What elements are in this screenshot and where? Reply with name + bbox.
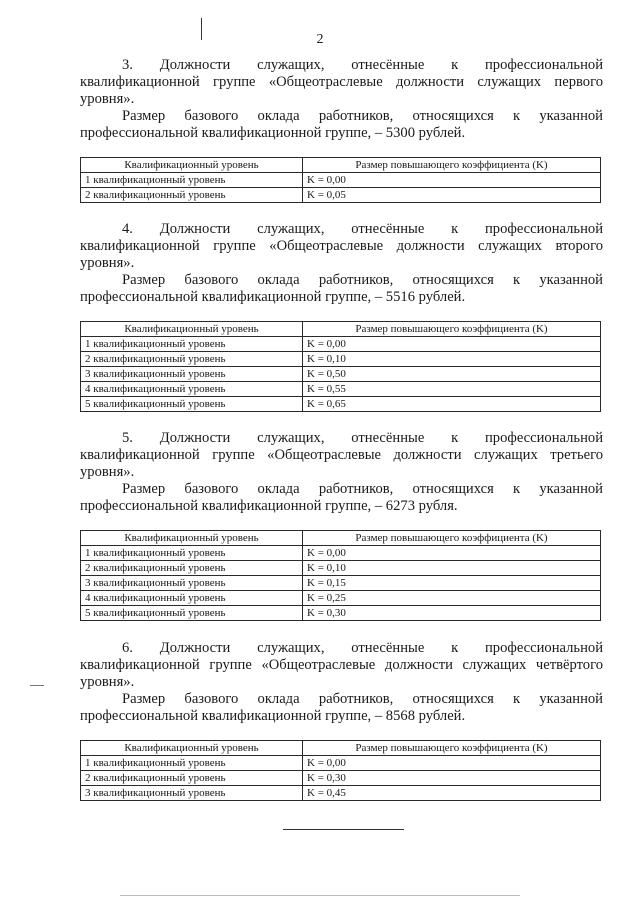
table-row xyxy=(81,188,601,203)
table-section-5 xyxy=(80,530,603,621)
coefficient-table xyxy=(80,321,601,412)
table-row xyxy=(81,591,601,606)
table-row xyxy=(81,382,601,397)
section-salary: Размер базового оклада работников, относящихся к указанной профессиональной квалификационной группе, – 5300 рублей. xyxy=(80,108,603,141)
level-cell: 3 квалификационный уровень xyxy=(81,786,303,801)
column-header-coefficient: Размер повышающего коэффициента (K) xyxy=(303,158,601,173)
coefficient-cell: K = 0,15 xyxy=(303,576,601,591)
level-cell: 2 квалификационный уровень xyxy=(81,352,303,367)
table-header-row xyxy=(81,741,601,756)
table-section-3 xyxy=(80,157,603,203)
coefficient-table xyxy=(80,740,601,801)
level-cell: 3 квалификационный уровень xyxy=(81,576,303,591)
coefficient-table xyxy=(80,530,601,621)
scan-speck xyxy=(30,685,44,686)
section-heading: 4. Должности служащих, отнесённые к профессиональной квалификационной группе «Общеотраслевые должности служащих второго уровня». xyxy=(80,221,603,271)
coefficient-cell: K = 0,65 xyxy=(303,397,601,412)
column-header-coefficient: Размер повышающего коэффициента (K) xyxy=(303,741,601,756)
level-cell: 2 квалификационный уровень xyxy=(81,561,303,576)
coefficient-cell: K = 0,00 xyxy=(303,337,601,352)
level-cell: 2 квалификационный уровень xyxy=(81,188,303,203)
table-header-row xyxy=(81,158,601,173)
table-row xyxy=(81,367,601,382)
section-heading: 6. Должности служащих, отнесённые к профессиональной квалификационной группе «Общеотраслевые должности служащих четвёртого уровня». xyxy=(80,640,603,690)
table-row xyxy=(81,786,601,801)
coefficient-cell: K = 0,55 xyxy=(303,382,601,397)
level-cell: 4 квалификационный уровень xyxy=(81,382,303,397)
closing-rule xyxy=(283,829,404,830)
coefficient-cell: K = 0,00 xyxy=(303,756,601,771)
level-cell: 5 квалификационный уровень xyxy=(81,606,303,621)
table-row xyxy=(81,546,601,561)
level-cell: 1 квалификационный уровень xyxy=(81,546,303,561)
table-row xyxy=(81,561,601,576)
column-header-coefficient: Размер повышающего коэффициента (K) xyxy=(303,322,601,337)
table-section-6 xyxy=(80,740,603,801)
section-salary: Размер базового оклада работников, относящихся к указанной профессиональной квалификационной группе, – 8568 рублей. xyxy=(80,691,603,724)
coefficient-cell: K = 0,10 xyxy=(303,561,601,576)
section-heading: 5. Должности служащих, отнесённые к профессиональной квалификационной группе «Общеотраслевые должности служащих третьего уровня». xyxy=(80,430,603,480)
coefficient-cell: K = 0,25 xyxy=(303,591,601,606)
level-cell: 1 квалификационный уровень xyxy=(81,337,303,352)
section-5 xyxy=(80,430,603,515)
table-row xyxy=(81,173,601,188)
column-header-coefficient: Размер повышающего коэффициента (K) xyxy=(303,531,601,546)
level-cell: 5 квалификационный уровень xyxy=(81,397,303,412)
column-header-level: Квалификационный уровень xyxy=(81,158,303,173)
coefficient-cell: K = 0,05 xyxy=(303,188,601,203)
column-header-level: Квалификационный уровень xyxy=(81,322,303,337)
coefficient-cell: K = 0,45 xyxy=(303,786,601,801)
section-6 xyxy=(80,640,603,725)
level-cell: 1 квалификационный уровень xyxy=(81,173,303,188)
table-row xyxy=(81,576,601,591)
coefficient-table xyxy=(80,157,601,203)
coefficient-cell: K = 0,30 xyxy=(303,606,601,621)
coefficient-cell: K = 0,30 xyxy=(303,771,601,786)
level-cell: 2 квалификационный уровень xyxy=(81,771,303,786)
coefficient-cell: K = 0,50 xyxy=(303,367,601,382)
table-row xyxy=(81,337,601,352)
section-salary: Размер базового оклада работников, относящихся к указанной профессиональной квалификационной группе, – 6273 рубля. xyxy=(80,481,603,514)
level-cell: 1 квалификационный уровень xyxy=(81,756,303,771)
table-row xyxy=(81,397,601,412)
section-heading: 3. Должности служащих, отнесённые к профессиональной квалификационной группе «Общеотраслевые должности служащих первого уровня». xyxy=(80,57,603,107)
table-header-row xyxy=(81,531,601,546)
scan-edge-line xyxy=(120,895,520,896)
level-cell: 3 квалификационный уровень xyxy=(81,367,303,382)
table-row xyxy=(81,352,601,367)
level-cell: 4 квалификационный уровень xyxy=(81,591,303,606)
coefficient-cell: K = 0,00 xyxy=(303,173,601,188)
table-row xyxy=(81,771,601,786)
column-header-level: Квалификационный уровень xyxy=(81,531,303,546)
section-salary: Размер базового оклада работников, относящихся к указанной профессиональной квалификационной группе, – 5516 рублей. xyxy=(80,272,603,305)
column-header-level: Квалификационный уровень xyxy=(81,741,303,756)
section-3 xyxy=(80,57,603,142)
section-4 xyxy=(80,221,603,306)
coefficient-cell: K = 0,10 xyxy=(303,352,601,367)
table-row xyxy=(81,606,601,621)
table-row xyxy=(81,756,601,771)
table-section-4 xyxy=(80,321,603,412)
page-number: 2 xyxy=(316,32,324,47)
table-header-row xyxy=(81,322,601,337)
coefficient-cell: K = 0,00 xyxy=(303,546,601,561)
